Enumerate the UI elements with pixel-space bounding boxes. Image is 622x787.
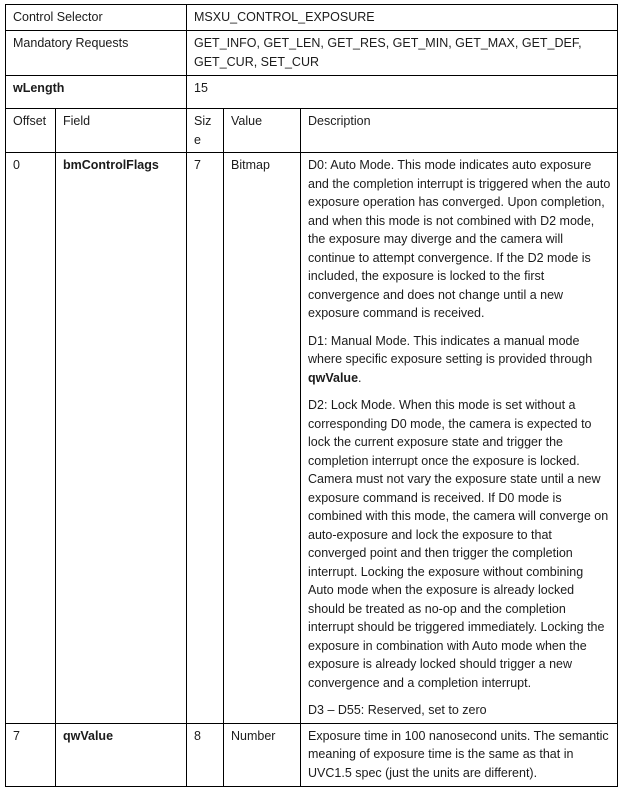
field-row-qwvalue bbox=[6, 723, 618, 786]
value-type-cell: Number bbox=[224, 723, 301, 786]
wlength-row bbox=[6, 76, 618, 109]
control-selector-row bbox=[6, 5, 618, 31]
offset-cell: 0 bbox=[6, 153, 56, 724]
header-offset: Offset bbox=[6, 109, 56, 153]
value-type-cell: Bitmap bbox=[224, 153, 301, 724]
wlength-value: 15 bbox=[187, 76, 618, 109]
mandatory-requests-label: Mandatory Requests bbox=[6, 31, 187, 76]
control-selector-value: MSXU_CONTROL_EXPOSURE bbox=[187, 5, 618, 31]
control-selector-label: Control Selector bbox=[6, 5, 187, 31]
description-paragraph-d2: D2: Lock Mode. When this mode is set without a corresponding D0 mode, the camera is expected to lock the current exposure state and trigger the completion interrupt once the exposure is locked. Camera must not vary the exposure state until a new exposure command is received. If D0 mode is combined with this mode, the camera will converge on auto-exposure and lock the exposure to that converged point and then trigger the completion interrupt. Locking the exposure without combining Auto mode when the exposure is already locked should be treated as no-op and the completion interrupt should be triggered immediately. Locking the exposure in combination with Auto mode when the exposure is already locked should trigger a new convergence and a completion interrupt. bbox=[308, 398, 609, 690]
size-cell: 8 bbox=[187, 723, 224, 786]
header-description: Description bbox=[301, 109, 618, 153]
offset-cell: 7 bbox=[6, 723, 56, 786]
field-name-cell: bmControlFlags bbox=[56, 153, 187, 724]
control-spec-table bbox=[5, 4, 618, 787]
mandatory-requests-value: GET_INFO, GET_LEN, GET_RES, GET_MIN, GET_MAX, GET_DEF, GET_CUR, SET_CUR bbox=[187, 31, 618, 76]
description-paragraph: Exposure time in 100 nanosecond units. The semantic meaning of exposure time is the same as that in UVC1.5 spec (just the units are different). bbox=[308, 728, 609, 780]
header-field: Field bbox=[56, 109, 187, 153]
mandatory-requests-row bbox=[6, 31, 618, 76]
column-header-row bbox=[6, 109, 618, 153]
d1-text-pre: D1: Manual Mode. This indicates a manual mode where specific exposure setting is provided through bbox=[308, 333, 593, 366]
size-cell: 7 bbox=[187, 153, 224, 724]
d1-qwvalue-ref: qwValue bbox=[308, 370, 359, 385]
description-cell bbox=[301, 723, 618, 786]
header-size: Size bbox=[187, 109, 224, 153]
wlength-label: wLength bbox=[6, 76, 187, 109]
field-row-bmcontrolflags bbox=[6, 153, 618, 724]
field-name-cell: qwValue bbox=[56, 723, 187, 786]
description-paragraph-d3: D3 – D55: Reserved, set to zero bbox=[308, 703, 487, 717]
d1-text-post: . bbox=[358, 370, 362, 385]
description-cell bbox=[301, 153, 618, 724]
description-paragraph-d1 bbox=[308, 332, 611, 388]
header-value: Value bbox=[224, 109, 301, 153]
description-paragraph-d0: D0: Auto Mode. This mode indicates auto exposure and the completion interrupt is triggered when the auto exposure operation has converged. Upon completion, and when this mode is not combined with D2 mode, the exposure may diverge and the camera will continue to attempt convergence. If the D2 mode is included, the exposure is locked to the first convergence and does not change until a new exposure command is received. bbox=[308, 158, 611, 320]
